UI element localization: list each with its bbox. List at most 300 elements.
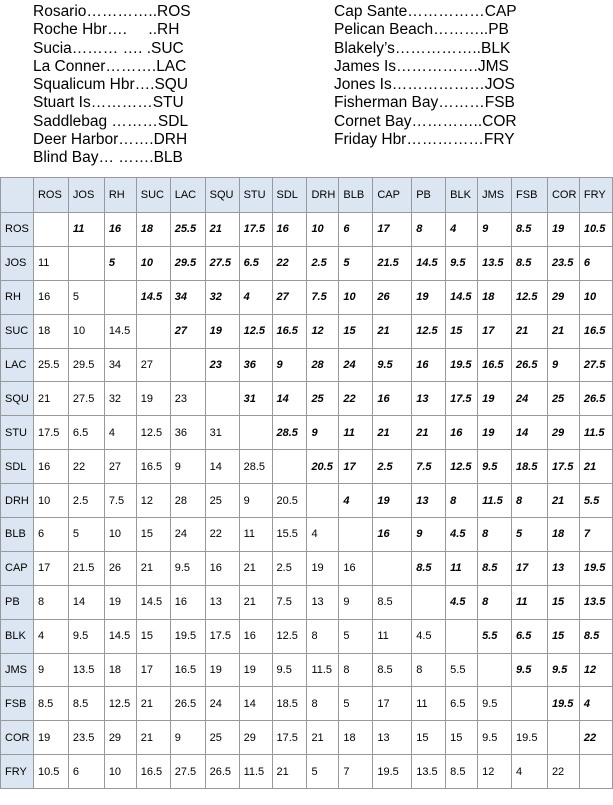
- distance-cell: 22: [68, 450, 104, 484]
- distance-cell: 23: [205, 348, 239, 382]
- distance-cell: 21: [512, 314, 548, 348]
- distance-cell: 13.5: [579, 585, 612, 619]
- distance-cell: [136, 314, 170, 348]
- distance-cell: 18: [104, 653, 136, 687]
- distance-cell: 7.5: [272, 585, 307, 619]
- distance-cell: 19: [478, 416, 512, 450]
- distance-cell: 17: [512, 551, 548, 585]
- distance-cell: 23.5: [547, 246, 579, 280]
- distance-cell: 29: [547, 280, 579, 314]
- row-header: ROS: [1, 213, 34, 247]
- distance-cell: 26.5: [579, 382, 612, 416]
- distance-cell: 9.5: [547, 653, 579, 687]
- distance-cell: 16: [272, 213, 307, 247]
- distance-cell: 16: [412, 348, 446, 382]
- distance-cell: 18: [339, 721, 373, 755]
- distance-cell: 8: [412, 653, 446, 687]
- distance-cell: 16: [373, 382, 412, 416]
- legend-entry: La Conner……….LAC: [33, 57, 187, 75]
- distance-cell: 17.5: [547, 450, 579, 484]
- column-header: FRY: [579, 178, 612, 213]
- distance-cell: 13: [412, 382, 446, 416]
- distance-cell: 9: [478, 213, 512, 247]
- distance-cell: 17.5: [205, 619, 239, 653]
- distance-cell: 21: [136, 721, 170, 755]
- distance-cell: 14: [272, 382, 307, 416]
- distance-cell: 17: [339, 450, 373, 484]
- distance-cell: 12: [579, 653, 612, 687]
- distance-cell: 13.5: [478, 246, 512, 280]
- row-header: DRH: [1, 484, 34, 518]
- table-row: [1, 450, 613, 484]
- column-header: ROS: [33, 178, 68, 213]
- distance-cell: 21: [272, 755, 307, 789]
- distance-cell: 7.5: [104, 484, 136, 518]
- distance-cell: 9: [307, 416, 339, 450]
- distance-cell: 28.5: [272, 416, 307, 450]
- distance-cell: 11: [33, 246, 68, 280]
- distance-cell: 9: [170, 721, 205, 755]
- distance-cell: 19: [373, 484, 412, 518]
- distance-cell: 21: [239, 551, 272, 585]
- column-header: BLB: [339, 178, 373, 213]
- distance-cell: 9.5: [373, 348, 412, 382]
- distance-cell: 14: [68, 585, 104, 619]
- distance-cell: 22: [339, 382, 373, 416]
- distance-cell: 19: [547, 213, 579, 247]
- distance-cell: 16.5: [478, 348, 512, 382]
- distance-cell: 11: [412, 687, 446, 721]
- distance-cell: 9.5: [68, 619, 104, 653]
- distance-cell: 16: [239, 619, 272, 653]
- distance-cell: 17.5: [446, 382, 478, 416]
- distance-cell: 19: [136, 382, 170, 416]
- distance-cell: 14: [205, 450, 239, 484]
- distance-cell: 18.5: [272, 687, 307, 721]
- legend-entry: James Is…………….JMS: [334, 57, 509, 75]
- table-row: [1, 416, 613, 450]
- distance-cell: 10: [104, 518, 136, 552]
- legend-entry: Deer Harbor…….DRH: [33, 131, 188, 149]
- distance-cell: 27: [136, 348, 170, 382]
- corner-cell: [1, 178, 34, 213]
- distance-cell: 11: [512, 585, 548, 619]
- distance-cell: 16: [104, 213, 136, 247]
- distance-cell: 11: [239, 518, 272, 552]
- distance-cell: 21: [579, 450, 612, 484]
- distance-cell: 29.5: [170, 246, 205, 280]
- column-header: BLK: [446, 178, 478, 213]
- distance-cell: 5.5: [478, 619, 512, 653]
- distance-cell: 15: [339, 314, 373, 348]
- legend-entry: Pelican Beach………..PB: [334, 21, 509, 39]
- distance-cell: 10: [68, 314, 104, 348]
- legend-entry: Fisherman Bay………FSB: [334, 94, 515, 112]
- distance-cell: 14: [512, 416, 548, 450]
- distance-cell: 29: [547, 416, 579, 450]
- table-row: [1, 484, 613, 518]
- distance-cell: 16: [339, 551, 373, 585]
- distance-cell: 18.5: [512, 450, 548, 484]
- distance-cell: 6.5: [512, 619, 548, 653]
- distance-cell: 2.5: [272, 551, 307, 585]
- distance-cell: 17.5: [239, 213, 272, 247]
- table-row: [1, 755, 613, 789]
- row-header: RH: [1, 280, 34, 314]
- table-row: [1, 687, 613, 721]
- distance-cell: 4: [307, 518, 339, 552]
- distance-cell: 19: [33, 721, 68, 755]
- distance-cell: 16.5: [272, 314, 307, 348]
- distance-cell: 18: [33, 314, 68, 348]
- distance-cell: 13.5: [412, 755, 446, 789]
- table-row: [1, 213, 613, 247]
- distance-cell: 8: [33, 585, 68, 619]
- distance-cell: 9: [33, 653, 68, 687]
- distance-cell: 21: [239, 585, 272, 619]
- distance-table: [0, 177, 613, 789]
- distance-cell: 8.5: [373, 653, 412, 687]
- distance-cell: 23: [170, 382, 205, 416]
- distance-cell: 21: [33, 382, 68, 416]
- distance-cell: 9.5: [478, 450, 512, 484]
- column-header: SDL: [272, 178, 307, 213]
- distance-cell: 4: [104, 416, 136, 450]
- row-header: STU: [1, 416, 34, 450]
- distance-cell: 5: [104, 246, 136, 280]
- distance-cell: [373, 551, 412, 585]
- distance-cell: 2.5: [373, 450, 412, 484]
- distance-cell: 19: [239, 653, 272, 687]
- distance-cell: 16: [170, 585, 205, 619]
- distance-cell: 22: [272, 246, 307, 280]
- legend-entry: Cornet Bay…………..COR: [334, 112, 517, 130]
- distance-cell: 9: [170, 450, 205, 484]
- column-header: CAP: [373, 178, 412, 213]
- distance-cell: 31: [205, 416, 239, 450]
- distance-cell: 34: [170, 280, 205, 314]
- distance-cell: 27.5: [205, 246, 239, 280]
- distance-cell: [33, 213, 68, 247]
- distance-cell: 10: [579, 280, 612, 314]
- distance-cell: 7: [579, 518, 612, 552]
- table-row: [1, 721, 613, 755]
- column-header: LAC: [170, 178, 205, 213]
- distance-cell: 5: [339, 687, 373, 721]
- distance-cell: [239, 416, 272, 450]
- distance-cell: 27.5: [170, 755, 205, 789]
- distance-cell: 9.5: [446, 246, 478, 280]
- distance-cell: 17: [373, 687, 412, 721]
- legend-entry: Cap Sante……………CAP: [334, 3, 517, 20]
- distance-cell: 11.5: [239, 755, 272, 789]
- distance-cell: 17: [373, 213, 412, 247]
- distance-cell: 19.5: [512, 721, 548, 755]
- row-header: JOS: [1, 246, 34, 280]
- distance-cell: 19: [307, 551, 339, 585]
- distance-cell: 17.5: [33, 416, 68, 450]
- row-header: PB: [1, 585, 34, 619]
- row-header: COR: [1, 721, 34, 755]
- distance-cell: 21: [136, 687, 170, 721]
- distance-cell: 12: [136, 484, 170, 518]
- distance-cell: [205, 382, 239, 416]
- distance-cell: 8.5: [446, 755, 478, 789]
- distance-cell: 24: [170, 518, 205, 552]
- distance-cell: 10.5: [33, 755, 68, 789]
- distance-cell: 21: [547, 484, 579, 518]
- distance-cell: 25: [547, 382, 579, 416]
- table-row: [1, 246, 613, 280]
- header-row: [1, 178, 613, 213]
- distance-cell: 32: [104, 382, 136, 416]
- distance-cell: 6.5: [68, 416, 104, 450]
- table-row: [1, 653, 613, 687]
- distance-cell: 4: [239, 280, 272, 314]
- distance-cell: 9: [272, 348, 307, 382]
- distance-cell: 19: [412, 280, 446, 314]
- distance-cell: 21.5: [373, 246, 412, 280]
- distance-cell: 16: [33, 450, 68, 484]
- distance-cell: 2.5: [307, 246, 339, 280]
- distance-cell: 9: [412, 518, 446, 552]
- distance-cell: 13.5: [68, 653, 104, 687]
- table-row: [1, 348, 613, 382]
- distance-cell: 4: [446, 213, 478, 247]
- distance-cell: 8: [412, 213, 446, 247]
- distance-cell: 21: [412, 416, 446, 450]
- distance-cell: [478, 653, 512, 687]
- table-row: [1, 551, 613, 585]
- distance-cell: 9.5: [272, 653, 307, 687]
- distance-cell: 14.5: [446, 280, 478, 314]
- distance-cell: 19.5: [373, 755, 412, 789]
- distance-cell: 17.5: [272, 721, 307, 755]
- distance-cell: 19: [205, 314, 239, 348]
- distance-cell: 29: [239, 721, 272, 755]
- distance-cell: 26.5: [205, 755, 239, 789]
- distance-cell: [547, 721, 579, 755]
- distance-cell: 25: [205, 721, 239, 755]
- distance-cell: 32: [205, 280, 239, 314]
- distance-cell: 34: [104, 348, 136, 382]
- distance-cell: 22: [579, 721, 612, 755]
- distance-cell: 21: [136, 551, 170, 585]
- column-header: COR: [547, 178, 579, 213]
- distance-cell: 22: [547, 755, 579, 789]
- distance-cell: 9: [547, 348, 579, 382]
- distance-cell: [68, 246, 104, 280]
- distance-cell: 9: [339, 585, 373, 619]
- distance-cell: 24: [512, 382, 548, 416]
- distance-cell: 24: [339, 348, 373, 382]
- distance-cell: 15: [446, 314, 478, 348]
- distance-cell: 19: [205, 653, 239, 687]
- distance-cell: 14.5: [104, 619, 136, 653]
- distance-cell: 8.5: [68, 687, 104, 721]
- distance-cell: 8: [339, 653, 373, 687]
- distance-cell: 10: [136, 246, 170, 280]
- distance-cell: 9.5: [478, 687, 512, 721]
- distance-cell: 10.5: [579, 213, 612, 247]
- distance-cell: 5: [339, 619, 373, 653]
- distance-cell: 16.5: [136, 755, 170, 789]
- legend-entry: Friday Hbr……………FRY: [334, 131, 515, 149]
- distance-cell: 21: [373, 416, 412, 450]
- distance-cell: 26: [104, 551, 136, 585]
- row-header: CAP: [1, 551, 34, 585]
- distance-cell: 15: [547, 619, 579, 653]
- legend-entry: Stuart Is…………STU: [33, 94, 184, 112]
- distance-cell: 21: [307, 721, 339, 755]
- legend-entry: Squalicum Hbr….SQU: [33, 76, 189, 94]
- distance-cell: [446, 619, 478, 653]
- distance-cell: 16.5: [136, 450, 170, 484]
- distance-cell: 14.5: [412, 246, 446, 280]
- column-header: JOS: [68, 178, 104, 213]
- distance-cell: 13: [412, 484, 446, 518]
- distance-cell: 10: [33, 484, 68, 518]
- distance-cell: 22: [205, 518, 239, 552]
- row-header: SDL: [1, 450, 34, 484]
- distance-cell: 8: [512, 484, 548, 518]
- column-header: RH: [104, 178, 136, 213]
- distance-cell: 14.5: [104, 314, 136, 348]
- distance-cell: 27.5: [68, 382, 104, 416]
- distance-cell: 21: [205, 213, 239, 247]
- distance-cell: 16.5: [579, 314, 612, 348]
- distance-cell: 12.5: [239, 314, 272, 348]
- distance-cell: 15: [412, 721, 446, 755]
- distance-cell: 6: [579, 246, 612, 280]
- distance-cell: 5: [68, 518, 104, 552]
- distance-cell: 27: [104, 450, 136, 484]
- distance-cell: 2.5: [68, 484, 104, 518]
- distance-cell: 8: [478, 518, 512, 552]
- table-row: [1, 280, 613, 314]
- distance-cell: 10: [104, 755, 136, 789]
- distance-cell: 18: [478, 280, 512, 314]
- distance-cell: 8.5: [373, 585, 412, 619]
- distance-cell: 15: [446, 721, 478, 755]
- distance-cell: 20.5: [307, 450, 339, 484]
- distance-cell: 36: [239, 348, 272, 382]
- distance-cell: 5.5: [579, 484, 612, 518]
- distance-cell: [339, 518, 373, 552]
- distance-cell: 9.5: [512, 653, 548, 687]
- distance-cell: 12.5: [104, 687, 136, 721]
- distance-cell: 11.5: [579, 416, 612, 450]
- distance-cell: 5: [339, 246, 373, 280]
- distance-cell: 4: [512, 755, 548, 789]
- distance-cell: 13: [307, 585, 339, 619]
- distance-cell: 11: [339, 416, 373, 450]
- distance-cell: [412, 585, 446, 619]
- row-header: LAC: [1, 348, 34, 382]
- distance-cell: 12.5: [136, 416, 170, 450]
- distance-cell: 13: [547, 551, 579, 585]
- distance-cell: 9: [239, 484, 272, 518]
- distance-cell: 21: [373, 314, 412, 348]
- distance-cell: 14.5: [136, 280, 170, 314]
- table-row: [1, 382, 613, 416]
- distance-cell: 19.5: [170, 619, 205, 653]
- distance-cell: 6: [33, 518, 68, 552]
- distance-cell: 19.5: [446, 348, 478, 382]
- distance-cell: [272, 450, 307, 484]
- row-header: SUC: [1, 314, 34, 348]
- distance-cell: 19.5: [579, 551, 612, 585]
- column-header: JMS: [478, 178, 512, 213]
- distance-cell: 9.5: [478, 721, 512, 755]
- distance-cell: 17: [478, 314, 512, 348]
- distance-cell: 17: [33, 551, 68, 585]
- distance-cell: 17: [136, 653, 170, 687]
- distance-cell: 25: [205, 484, 239, 518]
- distance-cell: 13: [373, 721, 412, 755]
- row-header: JMS: [1, 653, 34, 687]
- distance-cell: 14.5: [136, 585, 170, 619]
- legend-right: [334, 3, 517, 149]
- distance-cell: 25: [307, 382, 339, 416]
- row-header: BLB: [1, 518, 34, 552]
- distance-cell: 8.5: [412, 551, 446, 585]
- legend-entry: Rosario…………..ROS: [33, 3, 191, 20]
- distance-cell: 6.5: [239, 246, 272, 280]
- column-header: PB: [412, 178, 446, 213]
- distance-cell: 12: [478, 755, 512, 789]
- distance-cell: [170, 348, 205, 382]
- distance-cell: 4: [579, 687, 612, 721]
- distance-cell: [307, 484, 339, 518]
- distance-cell: 12.5: [512, 280, 548, 314]
- distance-cell: 24: [205, 687, 239, 721]
- table-row: [1, 585, 613, 619]
- row-header: FSB: [1, 687, 34, 721]
- distance-cell: 4.5: [412, 619, 446, 653]
- distance-cell: 12.5: [272, 619, 307, 653]
- column-header: FSB: [512, 178, 548, 213]
- distance-cell: 20.5: [272, 484, 307, 518]
- column-header: SUC: [136, 178, 170, 213]
- row-header: BLK: [1, 619, 34, 653]
- distance-cell: 4.5: [446, 585, 478, 619]
- column-header: DRH: [307, 178, 339, 213]
- distance-cell: 5: [512, 518, 548, 552]
- distance-cell: 18: [136, 213, 170, 247]
- distance-cell: 15: [547, 585, 579, 619]
- distance-cell: 8.5: [579, 619, 612, 653]
- distance-cell: 6: [339, 213, 373, 247]
- distance-cell: 15: [136, 619, 170, 653]
- distance-cell: 5: [68, 280, 104, 314]
- legend-entry: Jones Is………………JOS: [334, 76, 515, 94]
- distance-cell: 31: [239, 382, 272, 416]
- distance-cell: 16.5: [170, 653, 205, 687]
- distance-cell: 29: [104, 721, 136, 755]
- column-header: STU: [239, 178, 272, 213]
- distance-cell: 11: [373, 619, 412, 653]
- distance-cell: 16: [205, 551, 239, 585]
- table-row: [1, 619, 613, 653]
- legend-entry: Blakely’s……………..BLK: [334, 39, 511, 57]
- distance-cell: 6: [68, 755, 104, 789]
- distance-cell: [512, 687, 548, 721]
- distance-cell: 12.5: [412, 314, 446, 348]
- distance-cell: 18: [547, 518, 579, 552]
- distance-cell: 10: [307, 213, 339, 247]
- distance-cell: 19.5: [547, 687, 579, 721]
